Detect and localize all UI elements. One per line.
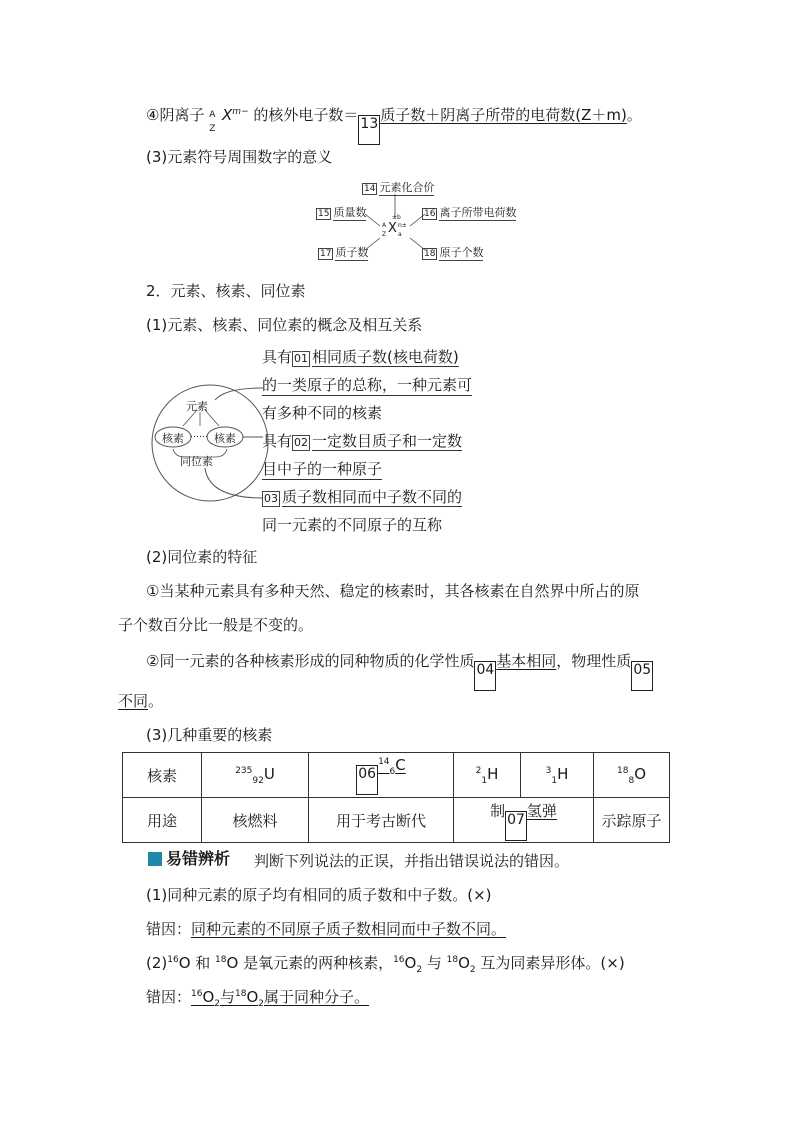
row-label-use: 用途 [123, 798, 202, 843]
sub3-title: (3)几种重要的核素 [146, 726, 273, 744]
table-row [123, 798, 670, 843]
error-a1: 错因：同种元素的不同原子质子数相同而中子数不同。 [146, 920, 507, 938]
heading-2: 2．元素、核素、同位素 [146, 282, 306, 300]
section3-title: (3)元素符号周围数字的意义 [146, 148, 333, 166]
answer-box-05: 05 [631, 661, 653, 691]
error-q2: $(2)^{16}O$ 和 $^{18}$O 是氧元素的两种核素，$^{16}O_2$ 与 $^{18}O_2$ 互为同素异形体。(×) [146, 954, 625, 975]
row-label-nuclide: 核素 [123, 753, 202, 798]
answer-box-04: 04 [474, 661, 496, 691]
badge-icon [148, 852, 162, 866]
cell-h3: $^3_1$H [521, 753, 594, 798]
label-atom-count: 18 原子个数 [424, 246, 484, 259]
anion-end: 。 [626, 106, 642, 124]
nuclide-table [122, 752, 670, 843]
label-proton-number: 17 质子数 [320, 246, 369, 259]
label-mass-number: 15 质量数 [318, 206, 367, 219]
feature2-line1: ②同一元素的各种核素形成的同种物质的化学性质 04 基本相同，物理性质 05 [146, 650, 653, 691]
use-o: 示踪原子 [594, 798, 670, 843]
anion-middle-text: 的核外电子数＝ [253, 106, 359, 124]
cell-h2: $^2_1$H [454, 753, 521, 798]
answer-04: 基本相同 [496, 652, 557, 670]
anion-electron-line [146, 104, 642, 145]
def3-line2: 同一元素的不同原子的互称 [262, 516, 443, 534]
label-ion-charge: 16 离子所带电荷数 [424, 206, 517, 219]
anion-mass-number: A [209, 110, 216, 120]
def1-line3: 有多种不同的核素 [262, 404, 383, 422]
use-c: 用于考古断代 [309, 798, 454, 843]
cell-o18: $^{18}_8$O [594, 753, 670, 798]
anion-charge: m− [232, 107, 249, 117]
answer-box-13: 13 [358, 115, 380, 145]
feature1-line2: 子个数百分比一般是不变的。 [118, 616, 314, 634]
label-valence: 14 元素化合价 [364, 181, 435, 194]
feature1-line1: ①当某种元素具有多种天然、稳定的核素时，其各核素在自然界中所占的原 [146, 582, 640, 600]
isotope-label: 同位素 [180, 455, 213, 468]
symbol-number-diagram [310, 176, 520, 266]
sub1-title: (1)元素、核素、同位素的概念及相互关系 [146, 316, 423, 334]
sub2-title: (2)同位素的特征 [146, 548, 258, 566]
def1-line1: 具有 01 相同质子数(核电荷数) [262, 348, 459, 366]
def2-line1: 具有 02 一定数目质子和一定数 [262, 432, 463, 450]
anion-proton-number: Z [209, 124, 216, 134]
anion-symbol: X [222, 106, 233, 124]
use-h: 制 07 氢弹 [454, 798, 594, 843]
cell-u235: $^{235}_{92}$U [202, 753, 309, 798]
table-row [123, 753, 670, 798]
nuclide-left: 核素 [162, 432, 184, 445]
error-q1: (1)同种元素的原子均有相同的质子数和中子数。(×) [146, 886, 492, 904]
use-u: 核燃料 [202, 798, 309, 843]
center-symbol: ±b A Z X n± a [382, 214, 407, 238]
def1-line2: 的一类原子的总称，一种元素可 [262, 376, 473, 394]
error-a2: 错因：$^{16}O_2$与$^{18}O_2$属于同种分子。 [146, 988, 370, 1009]
error-badge-label: 易错辨析 [166, 849, 231, 868]
nuclide-dots: …… [190, 430, 208, 440]
def2-line2: 目中子的一种原子 [262, 460, 383, 478]
nuclide-right: 核素 [214, 432, 236, 445]
anion-prefix: ④阴离子 [146, 106, 205, 124]
answer-05: 不同 [118, 692, 149, 710]
error-intro: 判断下列说法的正误，并指出错误说法的错因。 [254, 852, 570, 870]
feature2-line2: 不同。 [118, 692, 164, 710]
def3-line1: 03 质子数相同而中子数不同的 [264, 488, 463, 506]
cell-c14: $06^{14}_6C$ [309, 753, 454, 798]
element-label: 元素 [186, 400, 208, 413]
anion-answer: 质子数＋阴离子所带的电荷数(Z＋m) [380, 106, 627, 124]
error-analysis-header [148, 846, 230, 869]
